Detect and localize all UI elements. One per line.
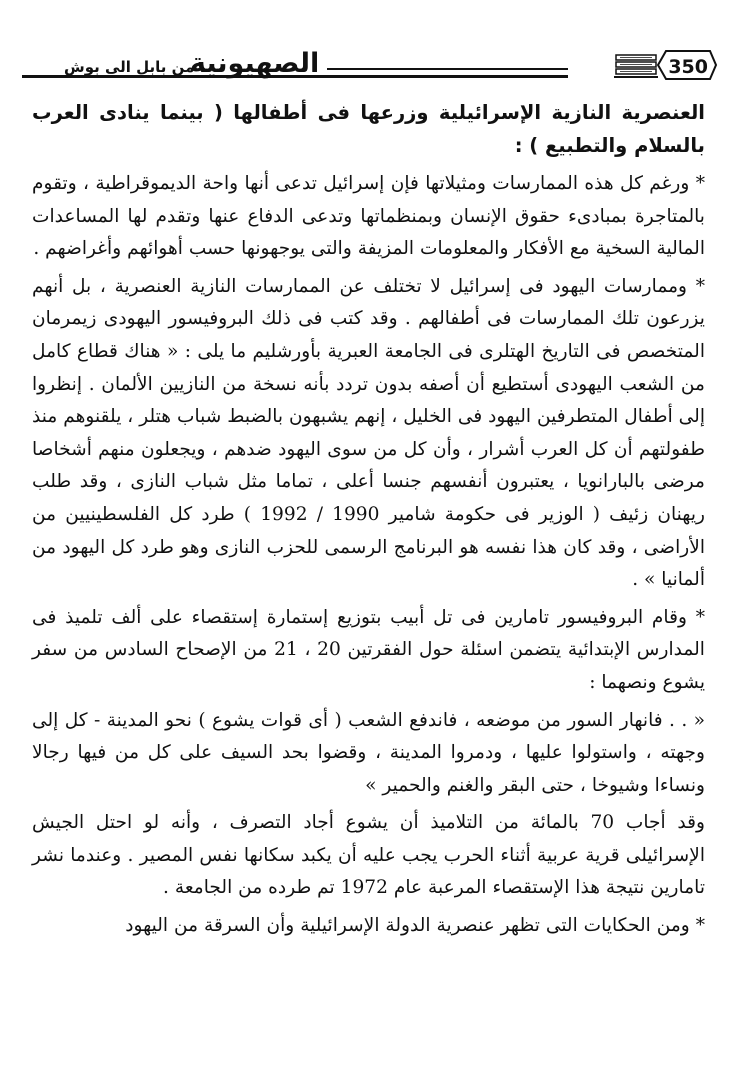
header-rule-thin [327, 68, 568, 70]
section-heading: العنصرية النازية الإسرائيلية وزرعها فى أطفالها ( بينما ينادى العرب بالسلام والتطبيع ) : [32, 101, 705, 157]
running-subtitle: .. من بابل الى بوش [64, 58, 212, 76]
book-stack-icon [614, 52, 658, 80]
page-header [22, 44, 718, 90]
running-title: الصهيونية [190, 48, 320, 79]
paragraph: * وممارسات اليهود فى إسرائيل لا تختلف عن الممارسات النازية العنصرية ، بل أنهم يزرعون تلك الممارسات فى أطفالهم . وقد كتب فى ذلك البروفيسور اليهودى زيمرمان المتخصص فى التاريخ الهتلرى فى الجامعة العبرية بأورشليم ما يلى : « هناك قطاع كامل من الشعب اليهودى أستطيع أن أصفه بدون تردد بأنه نسخة من النازيين الألمان . إنظروا إلى أطفال المتطرفين اليهود فى الخليل ، إنهم يشبهون بالضبط شباب هتلر ، يلقنوهم منذ طفولتهم أن كل العرب أشرار ، وأن كل من سوى اليهود ضدهم ، ويجعلون منهم أشخاصا مرضى بالبارانويا ، يعتبرون أنفسهم جنسا أعلى ، تماما مثل شباب النازى ، وقد طلب ريهنان زئيف ( الوزير فى حكومة شامير 1990 / 1992 ) طرد كل الفلسطينيين من الأراضى ، وقد كان هذا نفسه هو البرنامج الرسمى للحزب النازى وهو طرد كل اليهود من ألمانيا » . [32, 275, 705, 591]
paragraph: وقد أجاب 70 بالمائة من التلاميذ أن يشوع أجاد التصرف ، وأنه لو احتل الجيش الإسرائيلى قرية عربية أثناء الحرب يجب عليه أن يكبد سكانها نفس المصير . وعندما نشر تامارين نتيجة هذا الإستقصاء المرعبة عام 1972 تم طرده من الجامعة . [32, 812, 705, 899]
page-body [32, 96, 705, 948]
paragraph: * وقام البروفيسور تامارين فى تل أبيب بتوزيع إستمارة إستقصاء على ألف تلميذ فى المدارس الإبتدائية يتضمن اسئلة حول الفقرتين 20 ، 21 من الإصحاح السادس من سفر يشوع ونصهما : [32, 606, 705, 693]
quote-paragraph: « . . فانهار السور من موضعه ، فاندفع الشعب ( أى قوات يشوع ) نحو المدينة - كل إلى وجهته ، واستولوا عليها ، ودمروا المدينة ، وقضوا بحد السيف على كل من فيها رجالا ونساءا وشيوخا ، حتى البقر والغنم والحمير » [32, 709, 705, 796]
paragraph: * ومن الحكايات التى تظهر عنصرية الدولة الإسرائيلية وأن السرقة من اليهود [125, 915, 705, 937]
paragraph: * ورغم كل هذه الممارسات ومثيلاتها فإن إسرائيل تدعى أنها واحة الديموقراطية ، وتقوم بالمتاجرة بمبادىء حقوق الإنسان وبمنظماتها وتدعى الدفاع عنها وتقدم لها المساعدات المالية السخية مع الأفكار والمعلومات المزيفة والتى يوجهونها حسب أهوائهم وأغراضهم . [32, 173, 705, 260]
page-number: 350 [668, 56, 708, 78]
